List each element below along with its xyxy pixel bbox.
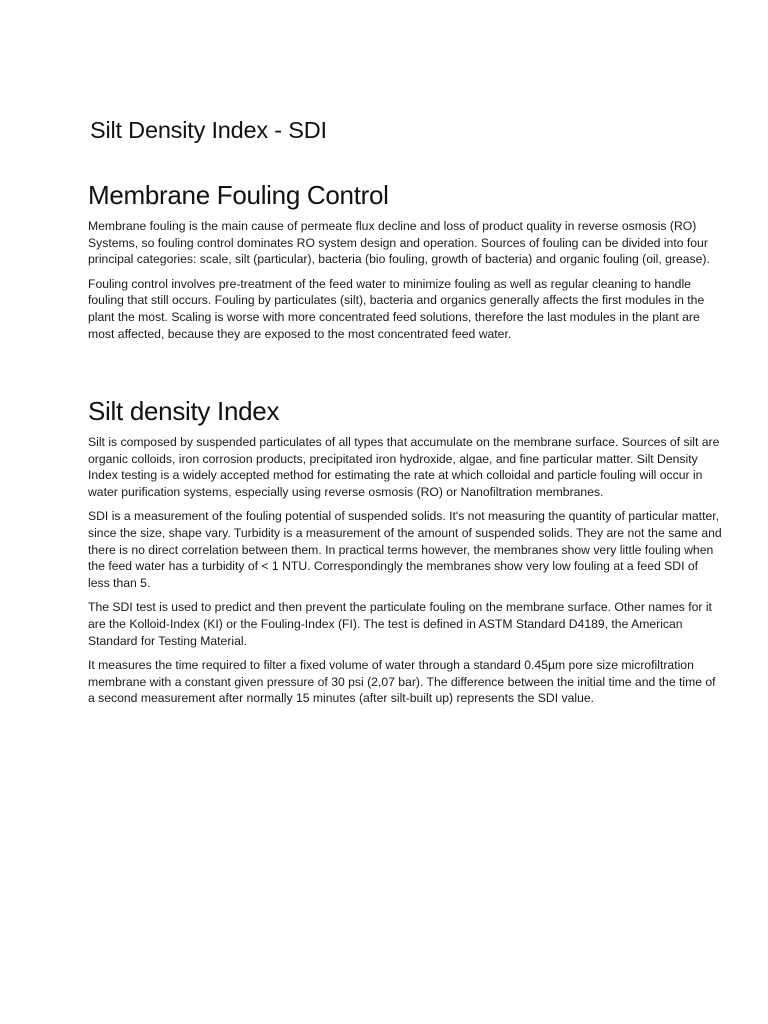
paragraph: The SDI test is used to predict and then prevent the particulate fouling on the membrane surface. Other names for it are the Kolloid-Index (KI) or the Fouling-Index (FI). The test is defined in ASTM Standard D4189, the American Standard for Testing Material.: [88, 600, 712, 648]
paragraph: Membrane fouling is the main cause of permeate flux decline and loss of product quality in reverse osmosis (RO) Systems, so fouling control dominates RO system design and operation. Sources of fouling can be divided into four principal categories: scale, silt (particular), bacteria (bio fouling, growth of bacteria) and organic fouling (oil, grease).: [88, 219, 710, 267]
paragraph: Silt is composed by suspended particulates of all types that accumulate on the membrane surface. Sources of silt are organic colloids, iron corrosion products, precipitated iron hydroxide, algae, and fine particular matter. Silt Density Index testing is a widely accepted method for estimating the rate at which colloidal and particle fouling will occur in water purification systems, especially using reverse osmosis (RO) or Nanofiltration membranes.: [88, 435, 720, 499]
section-silt-density-index: [88, 394, 722, 715]
section-heading: Membrane Fouling Control: [88, 180, 389, 210]
document-title: Silt Density Index - SDI: [90, 117, 327, 143]
section-membrane-fouling-control: [88, 178, 722, 350]
section-heading: Silt density Index: [88, 396, 280, 426]
paragraph: SDI is a measurement of the fouling potential of suspended solids. It's not measuring the quantity of particular matter, since the size, shape vary. Turbidity is a measurement of the amount of suspended solids. They are not the same and there is no direct correlation between them. In practical terms however, the membranes show very little fouling when the feed water has a turbidity of < 1 NTU. Correspondingly the membranes show very low fouling at a feed SDI of less than 5.: [88, 509, 722, 590]
paragraph: Fouling control involves pre-treatment of the feed water to minimize fouling as well as regular cleaning to handle fouling that still occurs. Fouling by particulates (silt), bacteria and organics generally affects the first modules in the plant the most. Scaling is worse with more concentrated feed solutions, therefore the last modules in the plant are most affected, because they are exposed to the most concentrated feed water.: [88, 276, 705, 341]
paragraph: It measures the time required to filter a fixed volume of water through a standard 0.45µm pore size microfiltration membrane with a constant given pressure of 30 psi (2,07 bar). The difference between the initial time and the time of a second measurement after normally 15 minutes (after silt-built up) represents the SDI value.: [88, 658, 716, 706]
